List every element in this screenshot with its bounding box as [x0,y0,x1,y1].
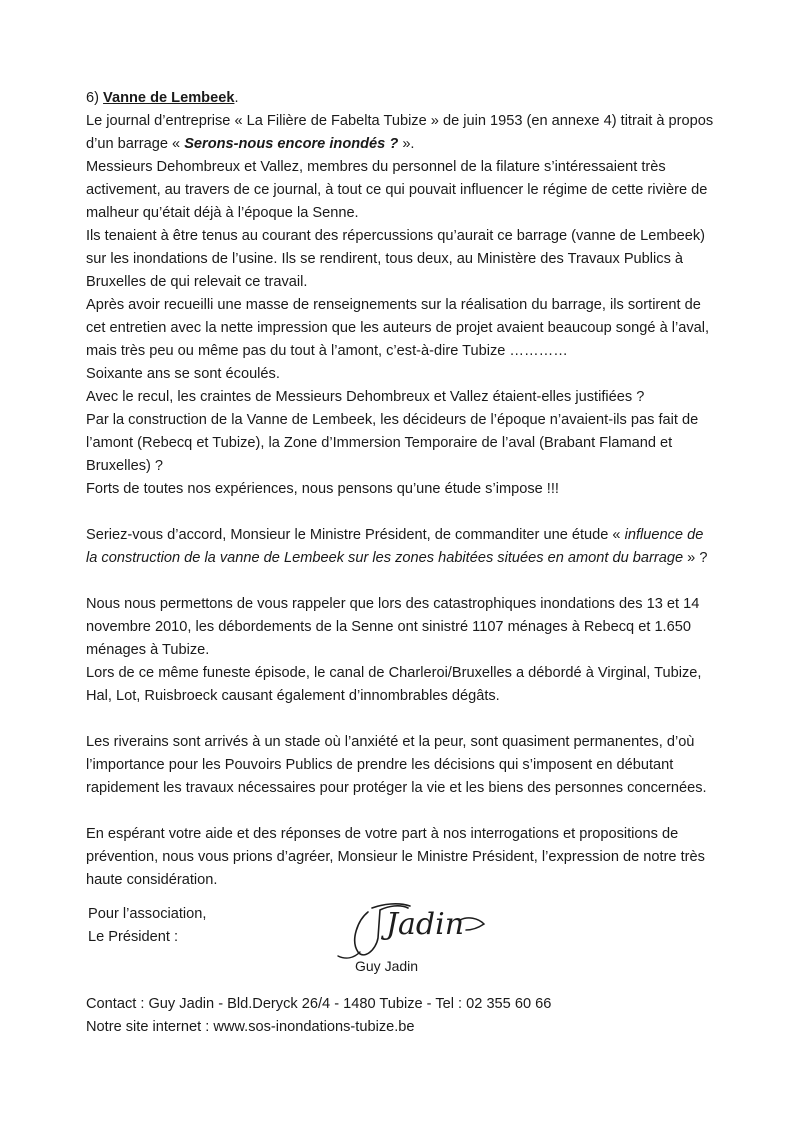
paragraph-construction: Par la construction de la Vanne de Lembeek, les décideurs de l’époque n’avaient-ils pas fait de l’amont (Rebecq et Tubize), la Zone d’Immersion Temporaire de l’aval (Brabant Flamand et Bruxelles) ? [86,412,699,474]
paragraph-ministere: Ils tenaient à être tenus au courant des répercussions qu’aurait ce barrage (vanne de Lembeek) sur les inondations de l’usine. Ils se rendirent, tous deux, au Ministère des Travaux Publics à Bruxelles de qui relevait ce travail. [86,228,705,290]
paragraph-request-text: Seriez-vous d’accord, Monsieur le Ministre Président, de commanditer une étude « [86,527,625,543]
paragraph-renseignements: Après avoir recueilli une masse de renseignements sur la réalisation du barrage, ils sortirent de cet entretien avec la nette impression que les auteurs de projet avaient beaucoup songé à l’aval, mais très peu ou même pas du tout à l’amont, c’est-à-dire Tubize ………… [86,297,710,359]
paragraph-canal: Lors de ce même funeste épisode, le canal de Charleroi/Bruxelles a débordé à Virginal, Tubize, Hal, Lot, Ruisbroeck causant également d’innombrables dégâts. [86,665,702,704]
section-title: Vanne de Lembeek [103,90,235,106]
paragraph-journal-end: ». [398,136,415,152]
section-heading [86,87,718,110]
paragraph-riverains: Les riverains sont arrivés à un stade où l’anxiété et la peur, sont quasiment permanentes, d’où l’importance pour les Pouvoirs Publics de prendre les décisions qui s’imposent en débutant rapidement les travaux nécessaires pour protéger la vie et les biens des personnes concernées. [86,734,707,796]
signature-line-association: Pour l’association, [88,906,207,922]
quoted-headline: Serons-nous encore inondés ? [184,136,399,152]
contact-line: Contact : Guy Jadin - Bld.Deryck 26/4 - 1480 Tubize - Tel : 02 355 60 66 [86,996,552,1012]
paragraph-dehombreux: Messieurs Dehombreux et Vallez, membres du personnel de la filature s’intéressaient très activement, au travers de ce journal, à tout ce qui pouvait influencer le régime de cette rivière de malheur qu’était déjà à l’époque la Senne. [86,159,708,221]
signer-name: Guy Jadin [355,958,419,974]
paragraph-journal-text: Le journal d’entreprise « La Filière de Fabelta Tubize » de juin 1953 (en annexe 4) titrait à propos d’un barrage « [86,113,714,152]
section-number: 6) [86,90,99,106]
letter-body [86,87,718,892]
paragraph-soixante-ans: Soixante ans se sont écoulés. [86,366,280,382]
paragraph-inondations-2010: Nous nous permettons de vous rappeler que lors des catastrophiques inondations des 13 et 14 novembre 2010, les débordements de la Senne ont sinistré 1107 ménages à Rebecq et 1.650 ménages à Tubize. [86,596,700,658]
study-title: influence de la construction de la vanne de Lembeek sur les zones habitées situées en amont du barrage [86,527,704,566]
paragraph-closing: En espérant votre aide et des réponses de votre part à nos interrogations et propositions de prévention, nous vous prions d’agréer, Monsieur le Ministre Président, l’expression de notre très haute considération. [86,826,705,888]
website-line: Notre site internet : www.sos-inondations-tubize.be [86,1019,415,1035]
paragraph-etude: Forts de toutes nos expériences, nous pensons qu’une étude s’impose !!! [86,481,559,497]
paragraph-request [86,524,718,570]
section-title-suffix: . [234,90,239,106]
paragraph-recul: Avec le recul, les craintes de Messieurs Dehombreux et Vallez étaient-elles justifiées ? [86,389,645,405]
paragraph-journal [86,110,718,156]
signature-line-president: Le Président : [88,929,179,945]
signature-block [88,903,206,949]
paragraph-request-end: » ? [683,550,708,566]
signature-handwritten-text: Jadin [386,907,465,942]
contact-block [86,993,551,1039]
